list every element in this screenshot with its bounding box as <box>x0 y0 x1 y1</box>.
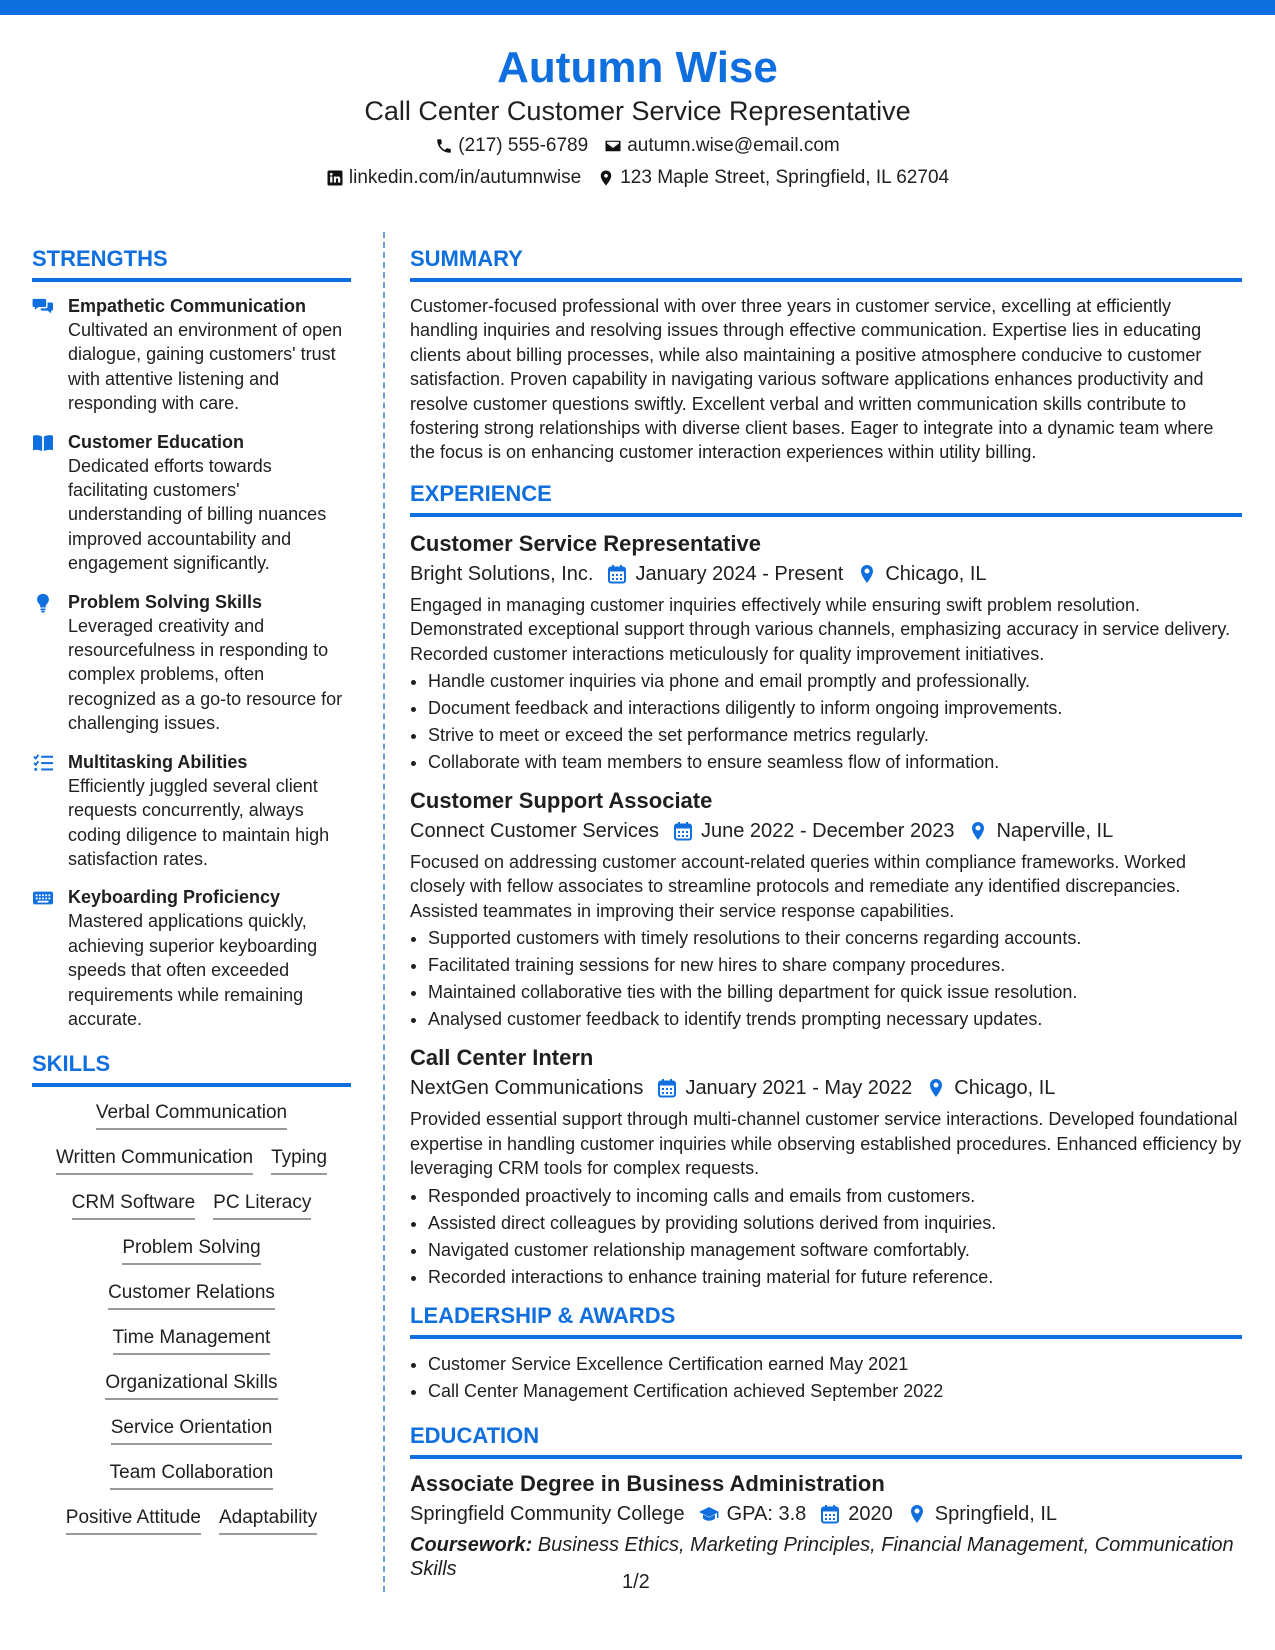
skill-tag: Adaptability <box>219 1504 317 1535</box>
skill-tag: Typing <box>271 1144 327 1175</box>
lightbulb-icon <box>32 593 54 613</box>
phone-icon <box>435 137 453 155</box>
strength-item <box>32 294 351 416</box>
calendar-icon <box>820 1504 840 1524</box>
job-title: Customer Service Representative <box>410 530 761 556</box>
company-name: Connect Customer Services <box>410 820 659 843</box>
job-bullet: • Strive to meet or exceed the set performance metrics regularly. <box>428 722 1242 749</box>
location-pin-icon <box>926 1078 946 1098</box>
summary-heading: SUMMARY <box>410 244 1242 282</box>
contact-row-1 <box>0 134 1275 158</box>
job-bullet: • Navigated customer relationship management software comfortably. <box>428 1237 1242 1264</box>
strengths-heading: STRENGTHS <box>32 244 351 282</box>
job-bullet: • Handle customer inquiries via phone and email promptly and professionally. <box>428 668 1242 695</box>
strength-item <box>32 750 351 872</box>
strengths-section <box>32 244 351 1031</box>
school-location: Springfield, IL <box>934 1502 1058 1525</box>
company-name: NextGen Communications <box>410 1077 644 1100</box>
coursework-list: Business Ethics, Marketing Principles, Financial Management, Communication Skills <box>410 1533 1234 1580</box>
skill-tag: Time Management <box>113 1324 271 1355</box>
coursework-label: Coursework: <box>410 1533 533 1556</box>
skills-heading: SKILLS <box>32 1049 351 1087</box>
chat-bubbles-icon <box>32 297 54 317</box>
book-icon <box>32 433 54 453</box>
summary-text: Customer-focused professional with over three years in customer service, excelling at efficiently handling inquiries and resolving issues through effective communication. Expertise lies in educating clients about billing processes, while also maintaining a positive atmosphere conducive to customer satisfaction. Proven capability in navigating various software applications enhances productivity and resolve customer questions swiftly. Excellent verbal and written communication skills contribute to fostering strong relationships with diverse client bases. Eager to integrate into a dynamic team where the focus is on enhancing customer interaction experiences within utility billing. <box>410 296 1214 463</box>
strength-name: Customer Education <box>68 431 245 452</box>
job-description: Focused on addressing customer account-related queries within compliance frameworks. Worked closely with fellow associates to streamline protocols and remediate any identified discrepancies. Assisted teammates in improving their service response capabilities. <box>410 852 1187 921</box>
calendar-icon <box>607 564 627 584</box>
strength-desc: Dedicated efforts towards facilitating customers' understanding of billing nuances improved accountability and engagement significantly. <box>68 455 327 574</box>
job-bullet: • Document feedback and interactions diligently to inform ongoing improvements. <box>428 695 1242 722</box>
job-location: Chicago, IL <box>885 562 987 585</box>
job-bullet: • Facilitated training sessions for new hires to share company procedures. <box>428 952 1242 979</box>
keyboard-icon <box>32 888 54 908</box>
job-meta <box>410 1073 1242 1103</box>
job-meta <box>410 559 1242 589</box>
education-heading: EDUCATION <box>410 1421 1242 1459</box>
strength-desc: Efficiently juggled several client requests concurrently, always coding diligence to maintain high satisfaction rates. <box>68 775 330 869</box>
skill-tag: Organizational Skills <box>105 1369 277 1400</box>
job-bullet: • Analysed customer feedback to identify trends prompting necessary updates. <box>428 1006 1242 1033</box>
strength-desc: Mastered applications quickly, achieving superior keyboarding speeds that often exceeded requirements while remaining accurate. <box>68 911 318 1029</box>
left-column <box>32 244 351 1549</box>
job-description: Engaged in managing customer inquiries effectively while ensuring swift problem resolution. Demonstrated exceptional support through various channels, emphasizing accuracy in service delivery. Recorded customer interactions meticulously for quality improvement initiatives. <box>410 594 1231 664</box>
job-bullet: • Responded proactively to incoming calls and emails from customers. <box>428 1183 1242 1210</box>
address-contact <box>597 166 949 190</box>
address-text: 123 Maple Street, Springfield, IL 62704 <box>620 167 950 188</box>
skill-tag: Positive Attitude <box>66 1504 201 1535</box>
job-entry <box>410 529 1242 776</box>
job-entry <box>410 1043 1242 1290</box>
education-meta <box>410 1499 1242 1529</box>
gpa: GPA: 3.8 <box>726 1502 807 1525</box>
skill-tag: Problem Solving <box>122 1234 260 1265</box>
leadership-heading: LEADERSHIP & AWARDS <box>410 1301 1242 1339</box>
strength-name: Empathetic Communication <box>68 296 307 316</box>
skills-section <box>32 1049 351 1549</box>
skill-tag: Service Orientation <box>111 1414 273 1445</box>
summary-section <box>410 244 1242 465</box>
phone-contact <box>435 134 588 158</box>
top-accent-bar <box>0 0 1275 15</box>
location-pin-icon <box>857 564 877 584</box>
right-column <box>410 244 1242 1581</box>
map-pin-icon <box>597 169 615 187</box>
job-location: Chicago, IL <box>954 1077 1056 1100</box>
resume-header <box>0 42 1275 190</box>
education-section <box>410 1421 1242 1581</box>
job-bullet: • Supported customers with timely resolutions to their concerns regarding accounts. <box>428 925 1242 952</box>
strength-desc: Cultivated an environment of open dialogue, gaining customers' trust with attentive listening and responding with care. <box>68 320 343 414</box>
calendar-icon <box>673 821 693 841</box>
job-title: Customer Support Associate <box>410 788 713 814</box>
location-pin-icon <box>968 821 988 841</box>
skills-list <box>32 1099 351 1549</box>
skill-tag: Customer Relations <box>108 1279 275 1310</box>
email-address[interactable]: autumn.wise@email.com <box>627 135 840 156</box>
experience-section <box>410 479 1242 1291</box>
candidate-title: Call Center Customer Service Representative <box>364 96 911 126</box>
skill-tag: PC Literacy <box>213 1189 311 1220</box>
company-name: Bright Solutions, Inc. <box>410 562 594 585</box>
linkedin-contact[interactable] <box>326 166 581 190</box>
skill-tag: Verbal Communication <box>96 1099 287 1130</box>
skill-tag: Written Communication <box>56 1144 253 1175</box>
job-bullets <box>410 668 1242 776</box>
job-dates: January 2024 - Present <box>635 562 844 585</box>
strength-desc: Leveraged creativity and resourcefulness in responding to complex problems, often recognized as a go-to resource for challenging issues. <box>68 615 343 734</box>
email-contact[interactable] <box>604 134 840 158</box>
job-bullets <box>410 925 1242 1033</box>
linkedin-url[interactable]: linkedin.com/in/autumnwise <box>348 167 582 188</box>
graduation-cap-icon <box>699 1504 719 1524</box>
job-dates: January 2021 - May 2022 <box>685 1077 913 1100</box>
job-entry <box>410 786 1242 1033</box>
linkedin-icon <box>326 169 344 187</box>
contact-row-2 <box>0 166 1275 190</box>
strength-item <box>32 590 351 736</box>
job-bullet: • Collaborate with team members to ensure seamless flow of information. <box>428 749 1242 776</box>
job-dates: June 2022 - December 2023 <box>700 820 955 843</box>
job-meta <box>410 816 1242 846</box>
job-description: Provided essential support through multi-channel customer service interactions. Developed foundational expertise in handling customer inquiries while observing established procedures. Enhanced efficiency by leveraging CRM tools for complex requests. <box>410 1109 1242 1179</box>
job-location: Naperville, IL <box>996 820 1114 843</box>
job-bullet: • Assisted direct colleagues by providing solutions derived from inquiries. <box>428 1210 1242 1237</box>
graduation-year: 2020 <box>848 1502 893 1525</box>
candidate-name: Autumn Wise <box>497 43 778 92</box>
skill-tag: CRM Software <box>72 1189 196 1220</box>
page-number: 1/2 <box>622 1571 650 1593</box>
degree-title: Associate Degree in Business Administration <box>410 1470 885 1496</box>
leadership-section <box>410 1301 1242 1405</box>
checklist-icon <box>32 753 54 773</box>
skill-tag: Team Collaboration <box>110 1459 274 1490</box>
column-divider <box>383 232 385 1592</box>
envelope-icon <box>604 137 622 155</box>
strength-item <box>32 885 351 1031</box>
job-title: Call Center Intern <box>410 1045 594 1071</box>
calendar-icon <box>657 1078 677 1098</box>
experience-heading: EXPERIENCE <box>410 479 1242 517</box>
job-bullet: • Maintained collaborative ties with the billing department for quick issue resolution. <box>428 979 1242 1006</box>
job-bullet: • Recorded interactions to enhance training material for future reference. <box>428 1264 1242 1291</box>
strength-name: Multitasking Abilities <box>68 751 248 772</box>
awards-list <box>410 1351 1242 1405</box>
location-pin-icon <box>907 1504 927 1524</box>
phone-number: (217) 555-6789 <box>458 135 589 156</box>
coursework <box>410 1533 1242 1581</box>
strength-name: Keyboarding Proficiency <box>68 887 281 908</box>
strength-item <box>32 430 351 576</box>
award-item: • Customer Service Excellence Certification earned May 2021 <box>428 1351 1242 1378</box>
strength-name: Problem Solving Skills <box>68 591 263 612</box>
school-name: Springfield Community College <box>410 1502 685 1525</box>
award-item: • Call Center Management Certification achieved September 2022 <box>428 1378 1242 1405</box>
job-bullets <box>410 1183 1242 1291</box>
